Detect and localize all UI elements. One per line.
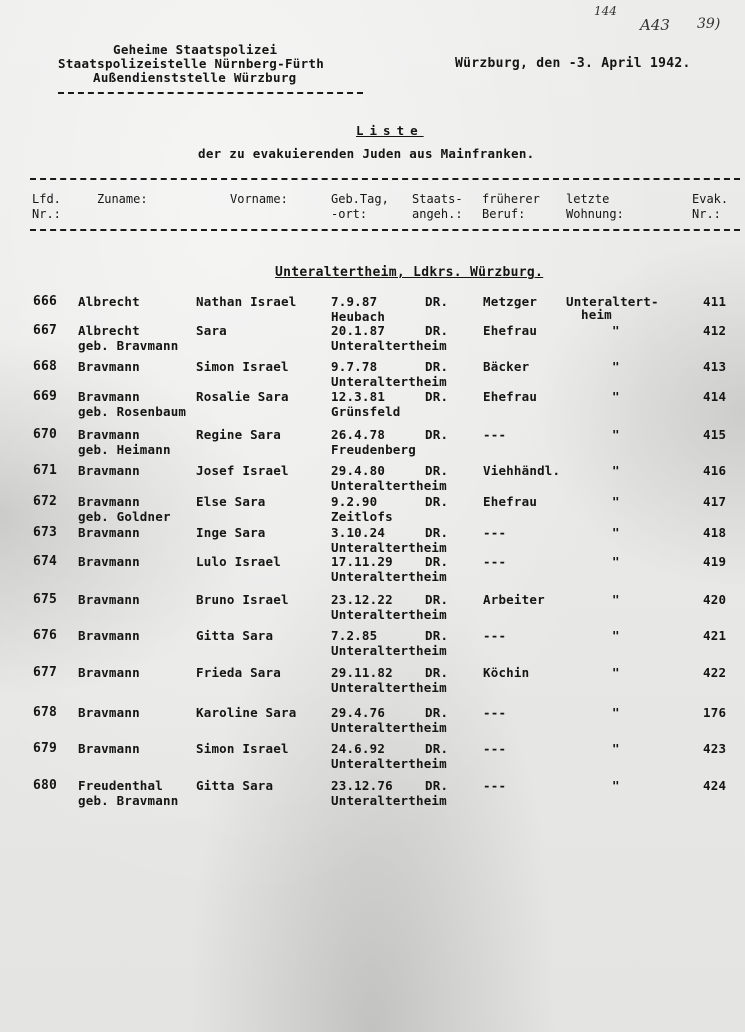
row-vorname: Sara [196, 323, 227, 338]
row-geburtsdatum: 7.9.87 [331, 294, 378, 309]
row-geburtsort: Unteraltertheim [331, 607, 447, 622]
row-wohnung: " [612, 323, 620, 338]
row-beruf: --- [483, 525, 507, 540]
row-staatsangehoerigkeit: DR. [425, 389, 449, 404]
row-beruf: --- [483, 741, 507, 756]
col-evak: Evak. [692, 192, 729, 206]
row-beruf: --- [483, 628, 507, 643]
row-geburtsort: Freudenberg [331, 442, 416, 457]
row-zuname: Bravmann [78, 427, 140, 442]
row-staatsangehoerigkeit: DR. [425, 463, 449, 478]
row-evak-nr: 414 [703, 389, 727, 404]
row-beruf: --- [483, 705, 507, 720]
table-header-rule [30, 229, 740, 231]
row-evak-nr: 411 [703, 294, 727, 309]
row-geburtsdatum: 9.2.90 [331, 494, 378, 509]
row-staatsangehoerigkeit: DR. [425, 665, 449, 680]
annotation-number: A43 [640, 16, 670, 34]
row-evak-nr: 418 [703, 525, 727, 540]
row-staatsangehoerigkeit: DR. [425, 592, 449, 607]
row-wohnung: " [612, 463, 620, 478]
row-evak-nr: 422 [703, 665, 727, 680]
row-beruf: Ehefrau [483, 494, 538, 509]
row-nr: 668 [33, 359, 58, 374]
row-geburtsort: Zeitlofs [331, 509, 393, 524]
row-nr: 666 [33, 294, 58, 309]
row-zuname: Bravmann [78, 554, 140, 569]
row-vorname: Inge Sara [196, 525, 266, 540]
row-evak-nr: 423 [703, 741, 727, 756]
row-nr: 669 [33, 389, 58, 404]
table-top-rule [30, 178, 740, 180]
row-staatsangehoerigkeit: DR. [425, 778, 449, 793]
col-wohnung: letzte [566, 192, 610, 206]
row-nr: 670 [33, 427, 58, 442]
place-date: Würzburg, den -3. April 1942. [455, 56, 691, 71]
row-vorname: Lulo Israel [196, 554, 281, 569]
row-geburtsort: Unteraltertheim [331, 338, 447, 353]
row-wohnung: " [612, 427, 620, 442]
row-geburtsort: Heubach [331, 309, 386, 324]
col-staats-2: angeh.: [412, 207, 463, 221]
row-geburtsort: Unteraltertheim [331, 569, 447, 584]
header-line-2: Staatspolizeistelle Nürnberg-Fürth [58, 56, 325, 71]
row-wohnung: " [612, 494, 620, 509]
row-beruf: Viehhändl. [483, 463, 561, 478]
col-zuname: Zuname: [97, 192, 148, 206]
row-beruf: Köchin [483, 665, 530, 680]
row-zuname: Bravmann [78, 463, 140, 478]
row-nr: 672 [33, 494, 58, 509]
row-evak-nr: 421 [703, 628, 727, 643]
row-nr: 676 [33, 628, 58, 643]
row-wohnung: " [612, 705, 620, 720]
row-zuname: Bravmann [78, 705, 140, 720]
row-geburtsort: Unteraltertheim [331, 478, 447, 493]
row-zuname: Albrecht [78, 323, 140, 338]
row-wohnung: " [612, 665, 620, 680]
row-geburtsdatum: 26.4.78 [331, 427, 386, 442]
row-zuname: Albrecht [78, 294, 140, 309]
row-staatsangehoerigkeit: DR. [425, 323, 449, 338]
row-wohnung: " [612, 554, 620, 569]
row-vorname: Simon Israel [196, 359, 289, 374]
col-lfd: Lfd. [32, 192, 61, 206]
annotation-index: 39) [697, 16, 721, 32]
row-nr: 677 [33, 665, 58, 680]
row-geburtsdatum: 29.11.82 [331, 665, 393, 680]
row-zuname: Bravmann [78, 389, 140, 404]
row-wohnung: " [612, 389, 620, 404]
row-beruf: Ehefrau [483, 389, 538, 404]
row-zuname: Bravmann [78, 628, 140, 643]
row-evak-nr: 417 [703, 494, 727, 509]
row-staatsangehoerigkeit: DR. [425, 294, 449, 309]
row-staatsangehoerigkeit: DR. [425, 427, 449, 442]
row-vorname: Bruno Israel [196, 592, 289, 607]
row-zuname: Bravmann [78, 741, 140, 756]
header-line-3: Außendienststelle Würzburg [93, 70, 297, 85]
row-vorname: Simon Israel [196, 741, 289, 756]
row-beruf: Ehefrau [483, 323, 538, 338]
row-zuname-birthname: geb. Rosenbaum [78, 404, 187, 419]
row-geburtsdatum: 17.11.29 [331, 554, 393, 569]
row-geburtsdatum: 20.1.87 [331, 323, 386, 338]
row-geburtsort: Unteraltertheim [331, 643, 447, 658]
row-staatsangehoerigkeit: DR. [425, 705, 449, 720]
row-evak-nr: 420 [703, 592, 727, 607]
col-geb-2: -ort: [331, 207, 368, 221]
row-staatsangehoerigkeit: DR. [425, 525, 449, 540]
row-zuname-birthname: geb. Heimann [78, 442, 171, 457]
row-geburtsdatum: 29.4.80 [331, 463, 386, 478]
row-geburtsdatum: 9.7.78 [331, 359, 378, 374]
row-vorname: Josef Israel [196, 463, 289, 478]
header-line-1: Geheime Staatspolizei [113, 42, 278, 57]
row-vorname: Rosalie Sara [196, 389, 289, 404]
col-vorname: Vorname: [230, 192, 288, 206]
row-zuname-birthname: geb. Goldner [78, 509, 171, 524]
row-beruf: Bäcker [483, 359, 530, 374]
row-evak-nr: 412 [703, 323, 727, 338]
row-vorname: Gitta Sara [196, 628, 274, 643]
row-zuname: Bravmann [78, 525, 140, 540]
row-evak-nr: 176 [703, 705, 727, 720]
row-evak-nr: 416 [703, 463, 727, 478]
row-geburtsdatum: 24.6.92 [331, 741, 386, 756]
row-beruf: --- [483, 554, 507, 569]
row-nr: 674 [33, 554, 58, 569]
row-geburtsort: Unteraltertheim [331, 680, 447, 695]
row-vorname: Nathan Israel [196, 294, 297, 309]
row-staatsangehoerigkeit: DR. [425, 628, 449, 643]
row-geburtsort: Unteraltertheim [331, 540, 447, 555]
row-geburtsdatum: 7.2.85 [331, 628, 378, 643]
row-vorname: Frieda Sara [196, 665, 281, 680]
row-beruf: --- [483, 427, 507, 442]
row-zuname: Bravmann [78, 494, 140, 509]
row-evak-nr: 419 [703, 554, 727, 569]
row-zuname: Bravmann [78, 665, 140, 680]
row-nr: 671 [33, 463, 58, 478]
row-wohnung: " [612, 628, 620, 643]
row-evak-nr: 424 [703, 778, 727, 793]
row-vorname: Gitta Sara [196, 778, 274, 793]
row-nr: 675 [33, 592, 58, 607]
row-zuname: Freudenthal [78, 778, 163, 793]
annotation-folio: 144 [594, 4, 617, 18]
row-geburtsdatum: 23.12.22 [331, 592, 393, 607]
col-geb: Geb.Tag, [331, 192, 389, 206]
row-geburtsort: Unteraltertheim [331, 793, 447, 808]
row-staatsangehoerigkeit: DR. [425, 494, 449, 509]
row-wohnung: " [612, 741, 620, 756]
row-beruf: Metzger [483, 294, 538, 309]
row-evak-nr: 415 [703, 427, 727, 442]
row-vorname: Regine Sara [196, 427, 281, 442]
col-lfd-2: Nr.: [32, 207, 61, 221]
row-vorname: Else Sara [196, 494, 266, 509]
col-beruf-2: Beruf: [482, 207, 526, 221]
row-evak-nr: 413 [703, 359, 727, 374]
row-geburtsort: Unteraltertheim [331, 374, 447, 389]
row-beruf: --- [483, 778, 507, 793]
row-geburtsdatum: 12.3.81 [331, 389, 386, 404]
row-wohnung: " [612, 778, 620, 793]
row-nr: 679 [33, 741, 58, 756]
row-wohnung-cont: heim [581, 307, 612, 322]
row-vorname: Karoline Sara [196, 705, 297, 720]
row-staatsangehoerigkeit: DR. [425, 741, 449, 756]
document-title: Liste [356, 123, 424, 138]
row-geburtsort: Unteraltertheim [331, 756, 447, 771]
row-wohnung: " [612, 592, 620, 607]
col-staats: Staats- [412, 192, 463, 206]
row-geburtsdatum: 3.10.24 [331, 525, 386, 540]
row-nr: 678 [33, 705, 58, 720]
row-zuname: Bravmann [78, 592, 140, 607]
section-heading: Unteraltertheim, Ldkrs. Würzburg. [275, 265, 544, 280]
col-wohnung-2: Wohnung: [566, 207, 624, 221]
row-staatsangehoerigkeit: DR. [425, 359, 449, 374]
row-wohnung: Unteraltert- [566, 294, 659, 309]
row-nr: 673 [33, 525, 58, 540]
row-beruf: Arbeiter [483, 592, 545, 607]
row-wohnung: " [612, 359, 620, 374]
row-zuname-birthname: geb. Bravmann [78, 793, 179, 808]
row-wohnung: " [612, 525, 620, 540]
col-evak-2: Nr.: [692, 207, 721, 221]
header-divider [58, 92, 363, 94]
row-nr: 680 [33, 778, 58, 793]
row-geburtsdatum: 29.4.76 [331, 705, 386, 720]
row-zuname-birthname: geb. Bravmann [78, 338, 179, 353]
document-subtitle: der zu evakuierenden Juden aus Mainfranken. [198, 146, 535, 161]
row-staatsangehoerigkeit: DR. [425, 554, 449, 569]
col-beruf: früherer [482, 192, 540, 206]
row-geburtsdatum: 23.12.76 [331, 778, 393, 793]
row-geburtsort: Grünsfeld [331, 404, 401, 419]
row-geburtsort: Unteraltertheim [331, 720, 447, 735]
row-zuname: Bravmann [78, 359, 140, 374]
row-nr: 667 [33, 323, 58, 338]
